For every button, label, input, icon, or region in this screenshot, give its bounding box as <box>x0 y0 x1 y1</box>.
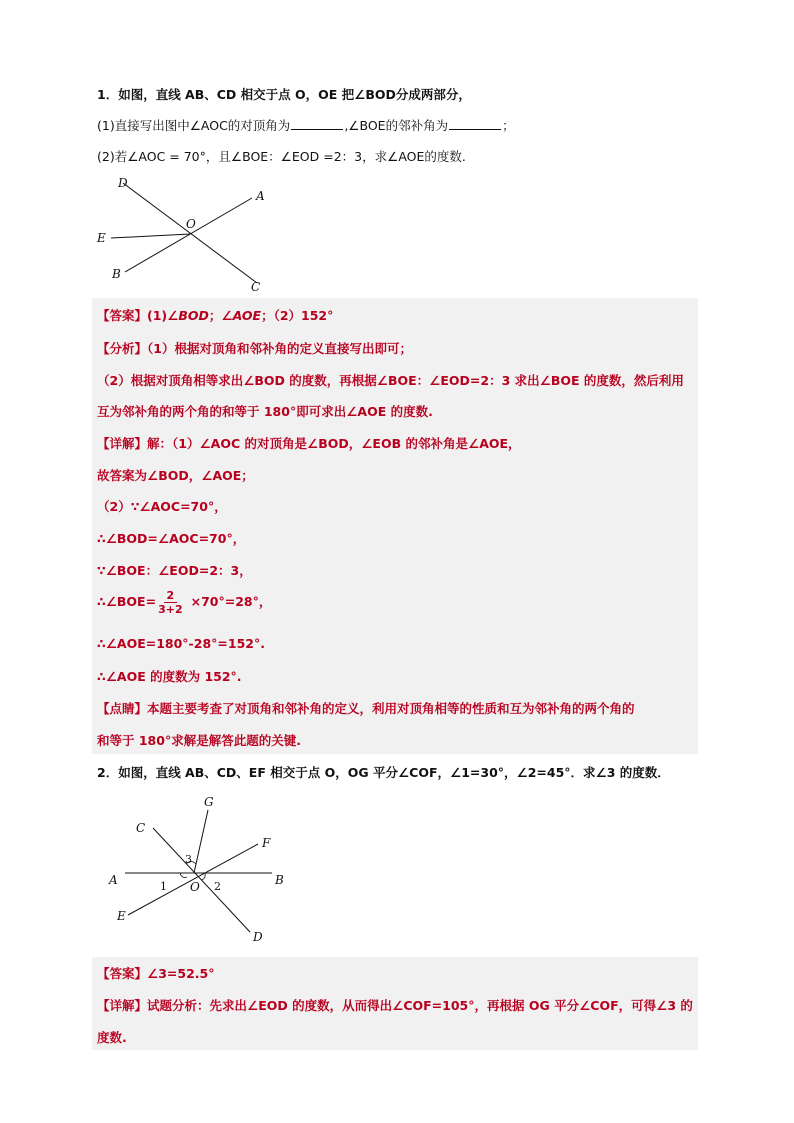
q1-detail-3: （2）∵∠AOC=70°， <box>97 499 227 514</box>
q1-detail-4: ∴∠BOD=∠AOC=70°， <box>97 531 246 546</box>
detail-tag: 【详解】 <box>97 436 148 451</box>
q2-stem: 2．如图，直线 AB、CD、EF 相交于点 O，OG 平分∠COF，∠1=30°，∠2=45°．求∠3 的度数． <box>97 765 670 780</box>
comment-text-1: 本题主要考查了对顶角和邻补角的定义，利用对顶角相等的性质和互为邻补角的两个角的 <box>147 701 635 716</box>
q1-blank-1[interactable] <box>291 118 343 130</box>
q2-answer <box>97 964 214 982</box>
label-c: C <box>136 821 146 835</box>
label-d: D <box>118 176 128 190</box>
q1-detail-8: ∴∠AOE 的度数为 152°. <box>97 669 242 684</box>
detail-tag: 【详解】 <box>97 998 148 1013</box>
answer-part1-prefix: (1) <box>147 308 168 323</box>
answer-value-1: ∠BOD <box>167 308 209 323</box>
label-2: 2 <box>214 880 221 893</box>
label-b: B <box>275 873 284 887</box>
answer-tag: 【答案】 <box>97 308 148 323</box>
q1-part1-text: (1)直接写出图中∠AOC的对顶角为 <box>97 118 291 133</box>
label-e: E <box>117 909 126 923</box>
q1-comment-2: 和等于 180°求解是解答此题的关键. <box>97 733 301 748</box>
q2-detail-1 <box>97 996 693 1014</box>
q1-stem-line3: (2)若∠AOC = 70°，且∠BOE：∠EOD =2：3，求∠AOE的度数. <box>97 149 466 164</box>
q1-analysis-2: （2）根据对顶角相等求出∠BOD 的度数，再根据∠BOE：∠EOD=2：3 求出∠BOE 的度数，然后利用 <box>97 373 684 388</box>
fraction <box>158 589 183 616</box>
q2-figure <box>100 792 300 952</box>
label-o: O <box>190 880 200 894</box>
fraction-denominator: 3+2 <box>158 603 183 616</box>
q1-detail-2: 故答案为∠BOD，∠AOE； <box>97 468 254 483</box>
q1-detail-6 <box>97 589 271 616</box>
q1-solution-panel <box>92 298 698 754</box>
label-g: G <box>204 795 214 809</box>
q1-detail-5: ∵∠BOE：∠EOD=2：3， <box>97 563 252 578</box>
angle-arc-1 <box>180 873 187 878</box>
label-o: O <box>186 217 196 231</box>
detail-6-prefix: ∴∠BOE= <box>97 594 157 609</box>
q1-stem-line1: 1．如图，直线 AB、CD 相交于点 O，OE 把∠BOD分成两部分， <box>97 87 471 102</box>
comment-tag: 【点睛】 <box>97 701 148 716</box>
q2-detail-2: 度数. <box>97 1030 127 1045</box>
detail-text-1: 试题分析：先求出∠EOD 的度数，从而得出∠COF=105°，再根据 OG 平分∠COF，可得∠3 的 <box>147 998 693 1013</box>
label-1: 1 <box>160 880 167 893</box>
label-3: 3 <box>185 853 192 866</box>
label-b: B <box>112 267 121 281</box>
label-a: A <box>256 189 265 203</box>
answer-part2: ；（2）152° <box>261 308 334 323</box>
analysis-tag: 【分析】 <box>97 341 148 356</box>
detail-6-suffix: ×70°=28°， <box>190 594 272 609</box>
q1-detail-7: ∴∠AOE=180°-28°=152°. <box>97 636 265 651</box>
answer-value-2: ∠AOE <box>221 308 262 323</box>
q1-analysis-3: 互为邻补角的两个角的和等于 180°即可求出∠AOE 的度数. <box>97 404 433 419</box>
q1-answer <box>97 306 333 324</box>
line-dc <box>123 183 257 283</box>
ray-oe <box>111 234 190 238</box>
q1-comment-1 <box>97 699 635 717</box>
q1-blank-2[interactable] <box>449 118 501 130</box>
q1-analysis-1 <box>97 339 412 357</box>
answer-value: ∠3=52.5° <box>147 966 215 981</box>
label-e: E <box>97 231 106 245</box>
q1-part1-text-c: ； <box>502 118 515 133</box>
label-d: D <box>253 930 263 944</box>
q1-detail-1 <box>97 434 521 452</box>
label-a: A <box>109 873 118 887</box>
q1-stem-line2 <box>97 116 515 134</box>
answer-tag: 【答案】 <box>97 966 148 981</box>
answer-separator: ； <box>208 308 222 323</box>
line-ab <box>125 198 252 272</box>
q1-part1-text-b: ,∠BOE的邻补角为 <box>344 118 449 133</box>
label-f: F <box>262 836 271 850</box>
label-c: C <box>251 280 261 294</box>
fraction-numerator: 2 <box>164 589 178 603</box>
q1-figure <box>90 170 290 295</box>
detail-text-1: 解：（1）∠AOC 的对顶角是∠BOD，∠EOB 的邻补角是∠AOE， <box>147 436 521 451</box>
analysis-text-1: （1）根据对顶角和邻补角的定义直接写出即可； <box>147 341 412 356</box>
